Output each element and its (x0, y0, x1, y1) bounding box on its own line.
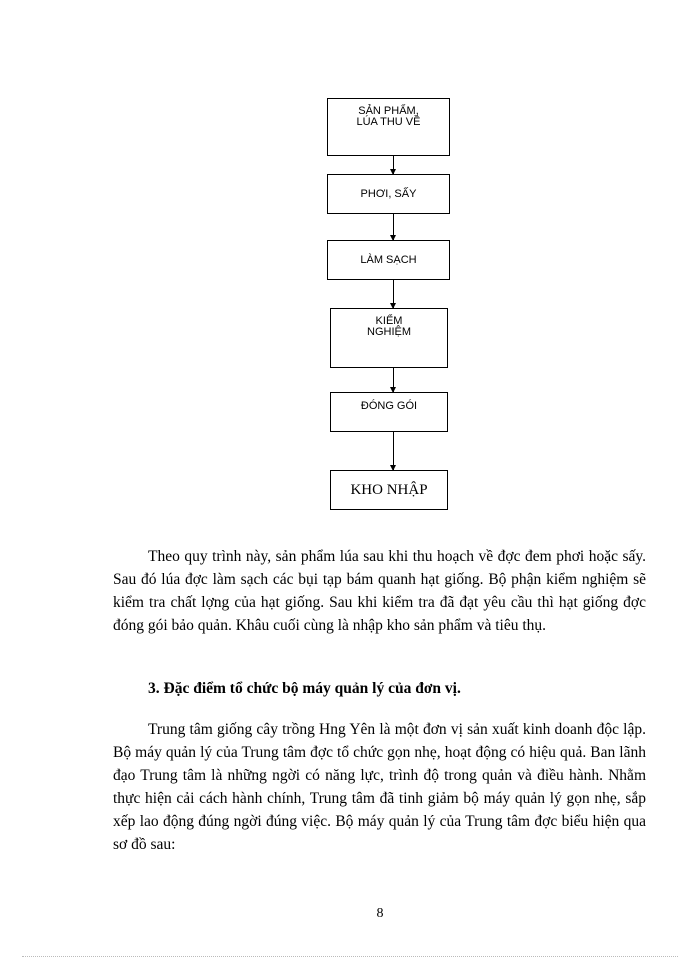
flow-step-packaging (330, 392, 448, 432)
flow-step-label: KIỂM NGHIỆM (367, 315, 411, 338)
flow-arrow (393, 156, 394, 174)
paragraph-organization (113, 718, 646, 856)
flow-step-label: ĐÓNG GÓI (360, 400, 418, 412)
flow-step-drying (327, 174, 450, 214)
flow-arrow (393, 432, 394, 470)
paragraph-text: Trung tâm giống cây trồng Hng Yên là một đơn vị sản xuất kinh doanh độc lập. Bộ máy quản lý của Trung tâm đợc tổ chức gọn nhẹ, hoạt động có hiệu quả. Ban lãnh đạo Trung tâm là những ngời có năng lực, trình độ trong quản và điều hành. Nhằm thực hiện cải cách hành chính, Trung tâm đã tinh giảm bộ máy quản lý gọn nhẹ, sắp xếp lao động đúng ngời đúng việc. Bộ máy quản lý của Trung tâm đợc biểu hiện qua sơ đồ sau: (113, 721, 646, 853)
flow-arrow (393, 280, 394, 308)
paragraph-process-description (113, 545, 646, 637)
flow-step-label: PHƠI, SẤY (360, 187, 417, 200)
flow-step-harvested-rice (327, 98, 450, 156)
page-bottom-divider (22, 956, 678, 957)
flow-arrow (393, 368, 394, 392)
paragraph-text: Theo quy trình này, sản phẩm lúa sau khi thu hoạch về đợc đem phơi hoặc sấy. Sau đó lúa đợc làm sạch các bụi tạp bám quanh hạt giống. Bộ phận kiểm nghiệm sẽ kiểm tra chất lợng của hạt giống. Sau khi kiểm tra đã đạt yêu cầu thì hạt giống đợc đóng gói bảo quản. Khâu cuối cùng là nhập kho sản phẩm và tiêu thụ. (113, 548, 646, 634)
flow-arrow (393, 214, 394, 240)
flow-step-label: LÀM SẠCH (360, 253, 417, 266)
flow-step-warehouse (330, 470, 448, 510)
flow-step-inspection (330, 308, 448, 368)
flow-step-cleaning (327, 240, 450, 280)
flow-step-label: SẢN PHẨM, LÚA THU VỀ (356, 105, 421, 128)
flow-step-label: KHO NHẬP (350, 481, 428, 498)
page-number: 8 (376, 906, 384, 921)
section-heading: 3. Đặc điểm tổ chức bộ máy quản lý của đơn vị. (148, 680, 461, 697)
